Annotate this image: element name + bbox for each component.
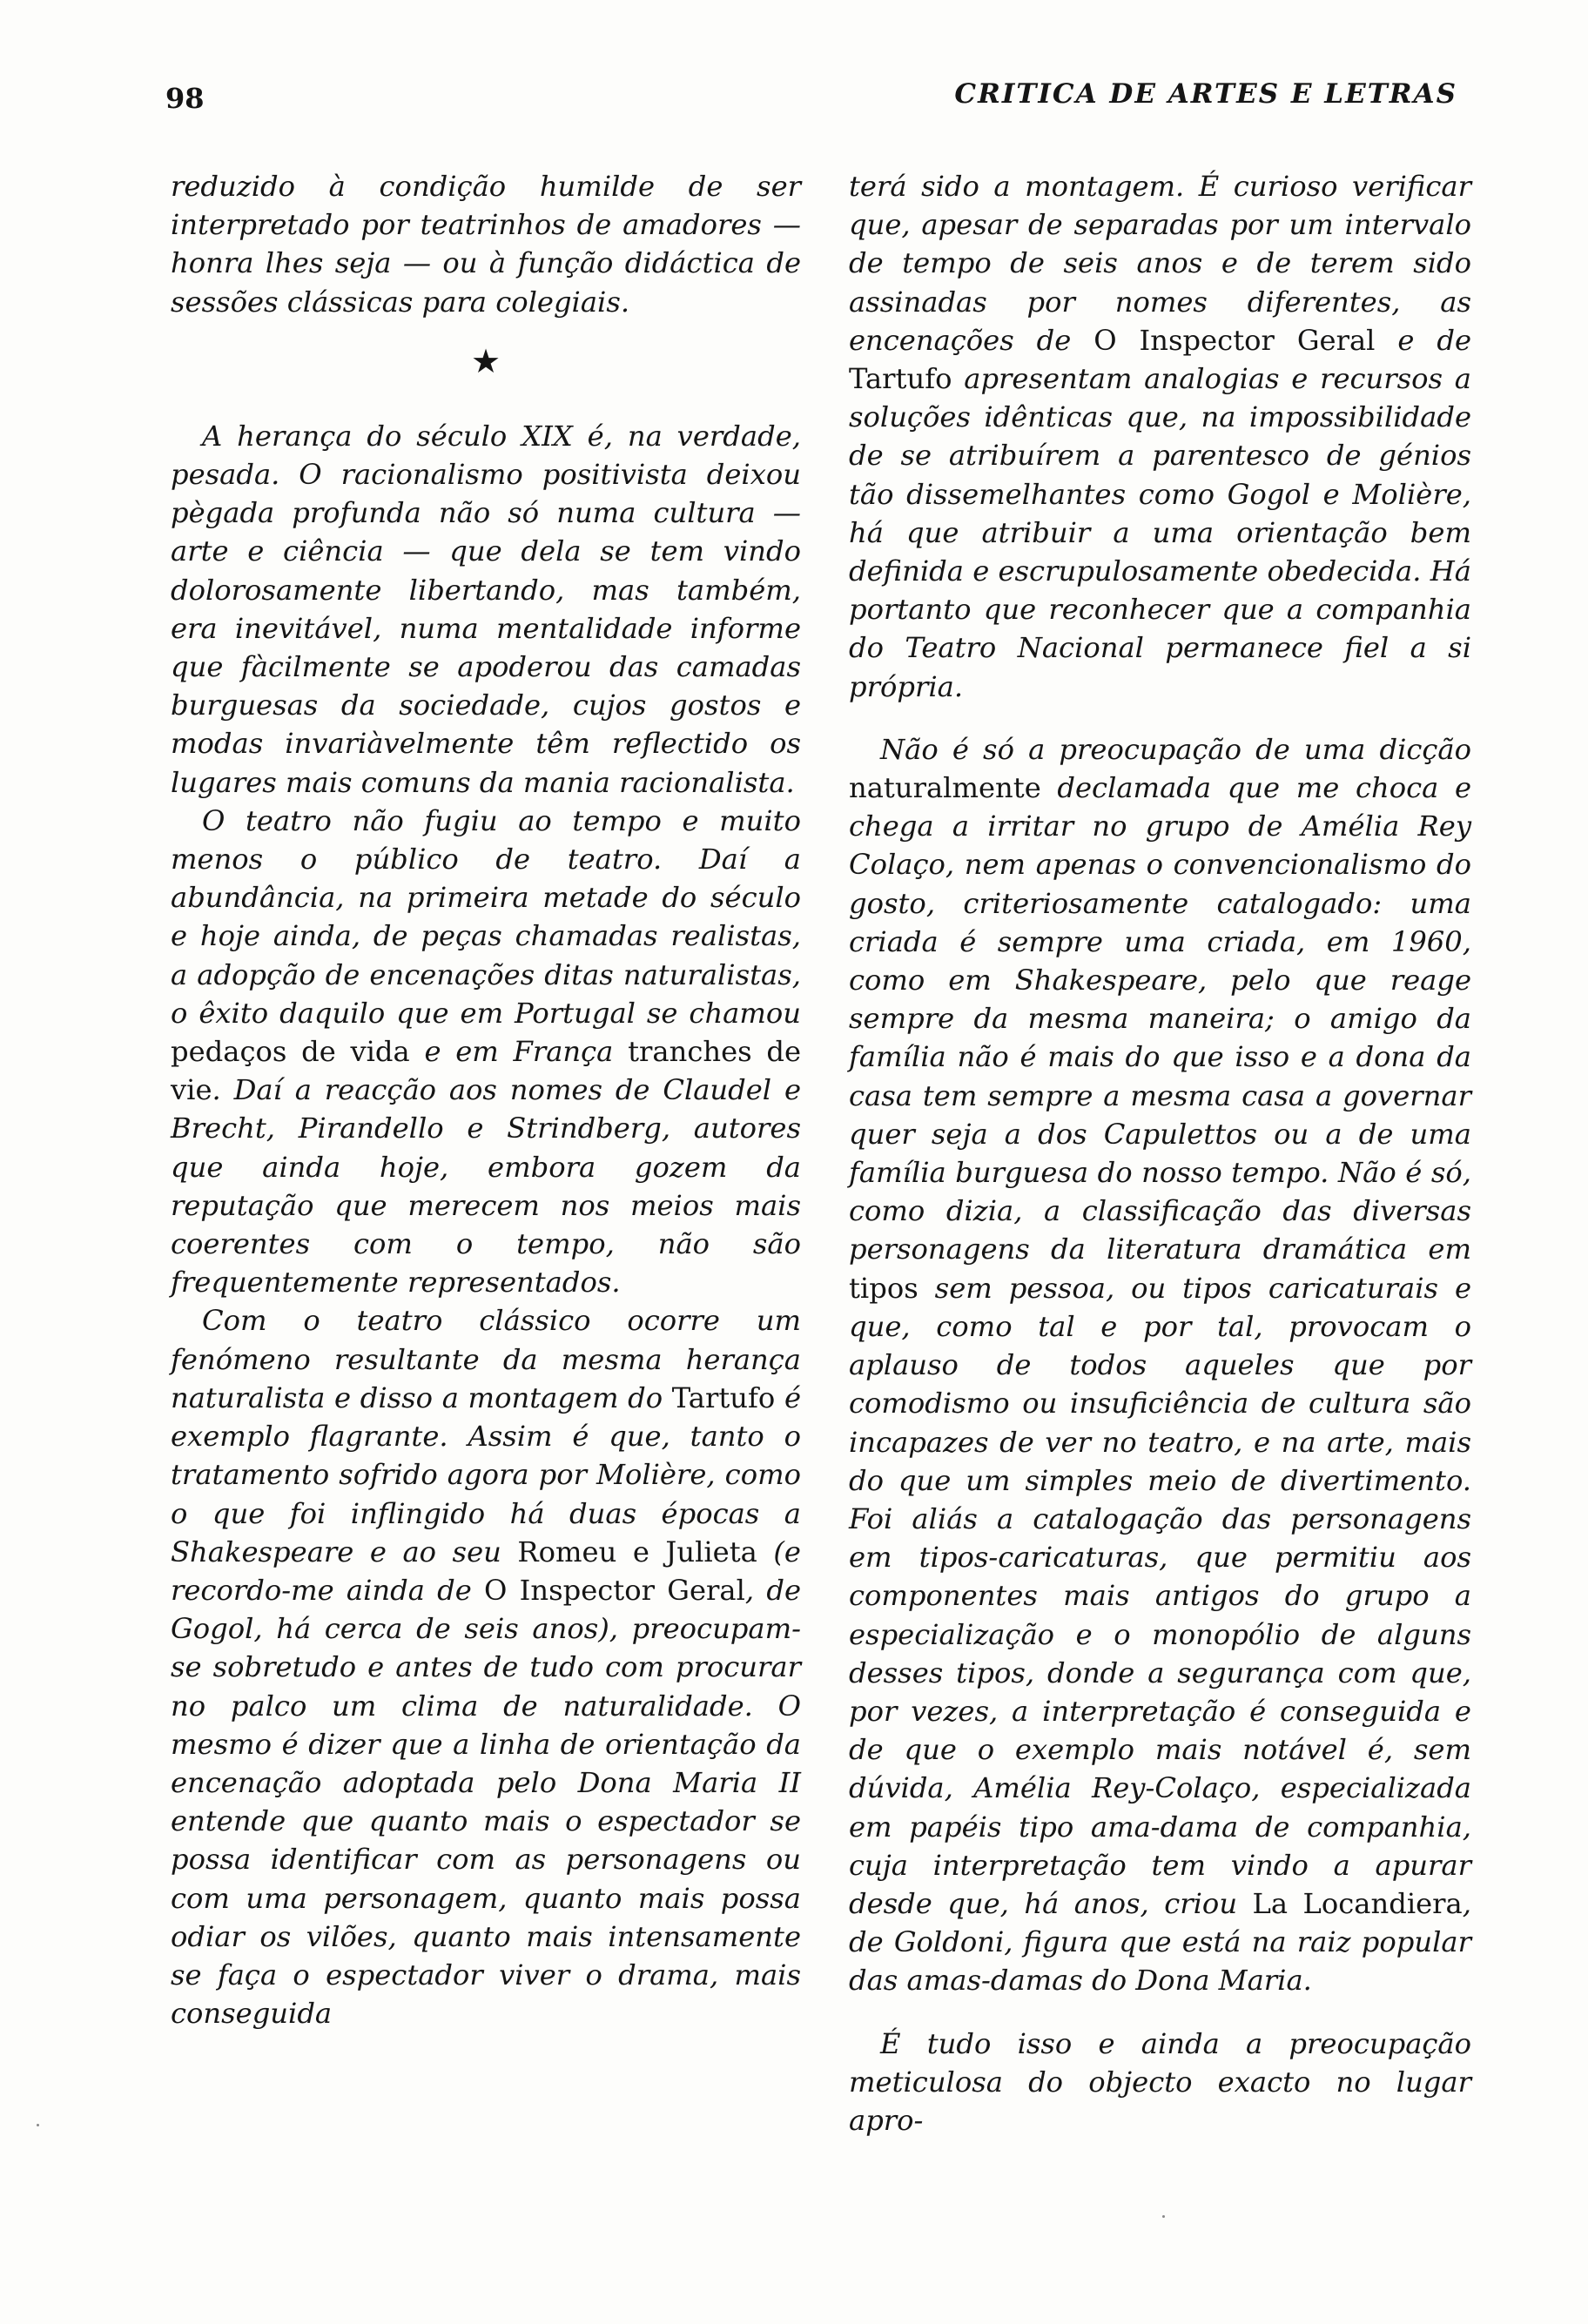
text-run: , de Goldoni, figura que está na raiz popular das amas-damas do Dona Maria. xyxy=(849,1886,1471,1998)
paragraph xyxy=(849,2025,1471,2140)
play-title: O Inspector Geral xyxy=(484,1573,745,1607)
page-number: 98 xyxy=(165,82,205,115)
text-run: Com o teatro clássico ocorre um fenómeno resultante da mesma herança naturalista e disso a montagem do xyxy=(171,1304,801,1414)
left-column xyxy=(171,167,801,2032)
text-run: . Daí a reacção aos nomes de Claudel e Brecht, Pirandello e Strindberg, autores que ainda hoje, embora gozem da reputação que merecem nos meios mais coerentes com o tempo, não são frequentemente representados. xyxy=(171,1073,801,1300)
text-run: é exemplo flagrante. Assim é que, tanto o tratamento sofrido agora por Molière, como o que foi inflingido há duas épocas a Shakespeare e ao seu xyxy=(171,1380,801,1568)
running-title: CRITICA DE ARTES E LETRAS xyxy=(954,78,1457,110)
paragraph xyxy=(171,802,801,1302)
paragraph xyxy=(171,167,801,321)
play-title: Tartufo xyxy=(849,362,952,396)
text-run: (e recordo-me ainda de xyxy=(171,1535,801,1607)
text-run: declamada que me choca e chega a irritar no grupo de Amélia Rey Colaço, nem apenas o convencionalismo do gosto, criteriosamente catalogado: uma criada é sempre uma criada, em 1960, como em Shakespeare, pelo que reage sempre da mesma maneira; o amigo da família não é mais do que isso e a dona da casa tem sempre a mesma casa a governar quer seja a dos Capulettos ou a de uma família burguesa do nosso tempo. Não é só, como dizia, a classificação das diversas personagens da literatura dramática em xyxy=(849,771,1471,1266)
right-column xyxy=(849,167,1471,2139)
paragraph xyxy=(849,167,1471,706)
play-title: O Inspector Geral xyxy=(1093,323,1376,357)
text-run: sem pessoa, ou tipos caricaturais e que, como tal e por tal, provocam o aplauso de todos aqueles que por comodismo ou insuficiência de cultura são incapazes de ver no teatro, e na arte, mais do que um simples meio de divertimento. Foi aliás a catalogação das personagens em tipos-caricaturas, que permitiu aos componentes mais antigos do grupo a especialização e o monopólio de alguns desses tipos, donde a segurança com que, por vezes, a interpretação é conseguida e de que o exemplo mais notável é, sem dúvida, Amélia Rey-Colaço, especializada em papéis tipo ama-dama de companhia, cuja interpretação tem vindo a apurar desde que, há anos, criou xyxy=(849,1271,1471,1920)
play-title: Romeu e Julieta xyxy=(517,1535,757,1568)
roman-phrase: pedaços de vida xyxy=(171,1035,410,1069)
text-run: apresentam analogias e recursos a soluções idênticas que, na impossibilidade de se atribuírem a parentesco de génios tão dissemelhantes como Gogol e Molière, há que atribuir a uma orientação bem definida e escrupulosamente obedecida. Há portanto que reconhecer que a companhia do Teatro Nacional permanece fiel a si própria. xyxy=(849,362,1471,703)
page-header xyxy=(0,70,1588,122)
roman-phrase: tranches de vie xyxy=(171,1035,802,1107)
paper-speck xyxy=(1162,2215,1165,2218)
paragraph xyxy=(171,417,801,802)
text-run: O teatro não fugiu ao tempo e muito menos o público de teatro. Daí a abundância, na primeira metade do século e hoje ainda, de peças chamadas realistas, a adopção de encenações ditas naturalistas, o êxito daquilo que em Portugal se chamou xyxy=(171,803,801,1030)
roman-word: naturalmente xyxy=(849,771,1041,805)
paragraph xyxy=(849,730,1471,2000)
star-separator-icon: ★ xyxy=(470,341,501,380)
text-run: A herança do século XIX é, na verdade, pesada. O racionalismo positivista deixou pègada profunda não só numa cultura — arte e ciência — que dela se tem vindo dolorosamente libertando, mas também, era inevitável, numa mentalidade informe que fàcilmente se apoderou das camadas burguesas da sociedade, cujos gostos e modas invariàvelmente têm reflectido os lugares mais comuns da mania racionalista. xyxy=(171,419,801,799)
text-run: e de xyxy=(1375,323,1471,357)
text-run: terá sido a montagem. É curioso verificar que, apesar de separadas por um intervalo de tempo de seis anos e de terem sido assinadas por nomes diferentes, as encenações de xyxy=(849,170,1471,357)
play-title: La Locandiera xyxy=(1252,1886,1463,1920)
text-run: Não é só a preocupação de uma dicção xyxy=(880,732,1471,766)
paper-speck xyxy=(37,2124,39,2126)
roman-word: tipos xyxy=(849,1271,918,1305)
play-title: Tartufo xyxy=(671,1380,776,1414)
text-run: É tudo isso e ainda a preocupação meticulosa do objecto exacto no lugar apro- xyxy=(849,2026,1471,2137)
text-run: e em França xyxy=(409,1035,629,1069)
paragraph xyxy=(171,1301,801,2032)
text-run: , de Gogol, há cerca de seis anos), preocupam-se sobretudo e antes de tudo com procurar no palco um clima de naturalidade. O mesmo é dizer que a linha de orientação da encenação adoptada pelo Dona Maria II entende que quanto mais o espectador se possa identificar com as personagens ou com uma personagem, quanto mais possa odiar os vilões, quanto mais intensamente se faça o espectador viver o drama, mais conseguida xyxy=(171,1573,801,2031)
text-run: reduzido à condição humilde de ser interpretado por teatrinhos de amadores — honra lhes seja — ou à função didáctica de sessões clássicas para colegiais. xyxy=(171,170,801,319)
